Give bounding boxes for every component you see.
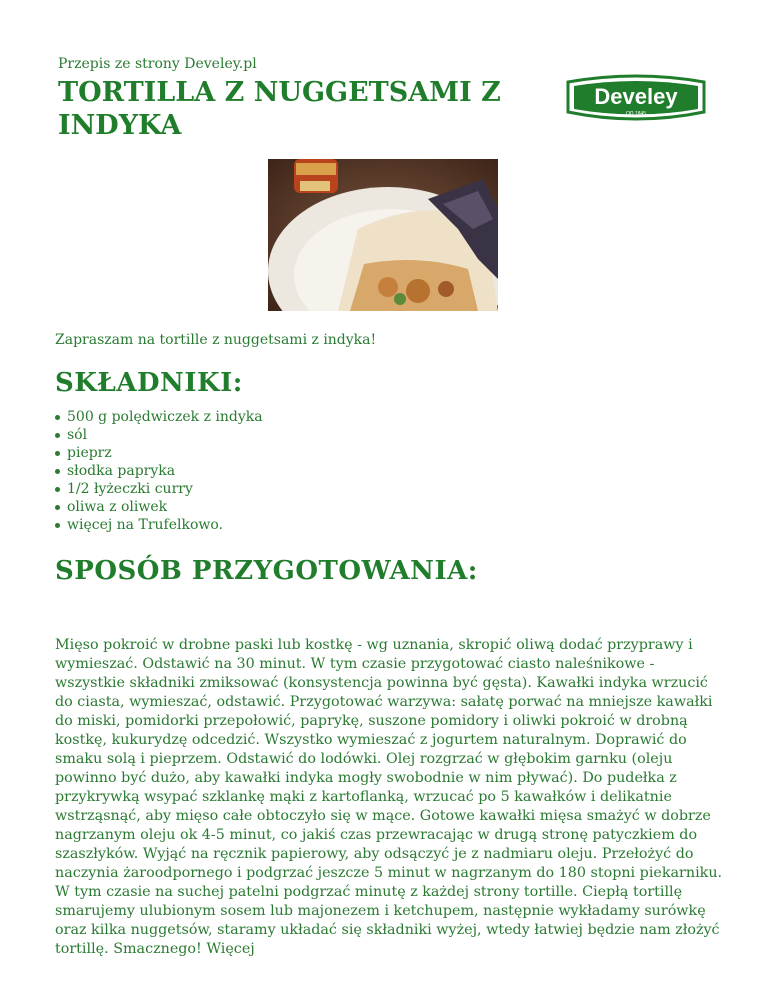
intro-text: Zapraszam na tortille z nuggetsami z indyka! [55,332,377,348]
bullet-icon [55,469,60,474]
list-item: 1/2 łyżeczki curry [55,480,263,498]
logo-since-text: OD 1845 [625,111,647,117]
logo-brand-text: Develey [594,84,678,109]
ingredients-heading: SKŁADNIKI: [55,368,243,398]
list-item: 500 g polędwiczek z indyka [55,408,263,426]
ingredients-list [55,408,263,534]
preparation-heading: SPOSÓB PRZYGOTOWANIA: [55,556,478,586]
recipe-title: TORTILLA Z NUGGETSAMI Z INDYKA [58,77,501,141]
bullet-icon [55,523,60,528]
bullet-icon [55,451,60,456]
list-item: sól [55,426,263,444]
source-text: Przepis ze strony Develey.pl [58,56,257,72]
bullet-icon [55,415,60,420]
list-item: pieprz [55,444,263,462]
bullet-icon [55,433,60,438]
list-item: słodka papryka [55,462,263,480]
develey-logo [562,68,710,128]
list-item: oliwa z oliwek [55,498,263,516]
bullet-icon [55,505,60,510]
list-item: więcej na Trufelkowo. [55,516,263,534]
bullet-icon [55,487,60,492]
recipe-photo [268,159,498,311]
preparation-text: Mięso pokroić w drobne paski lub kostkę - wg uznania, skropić oliwą dodać przyprawy i wymieszać. Odstawić na 30 minut. W tym czasie przygotować ciasto naleśnikowe - wszystkie składniki zmiksować (konsystencja powinna być gęsta). Kawałki indyka wrzucić do ciasta, wymieszać, odstawić. Przygotować warzywa: sałatę porwać na mniejsze kawałki do miski, pomidorki przepołowić, paprykę, suszone pomidory i oliwki pokroić w drobną kostkę, kukurydzę odcedzić. Wszystko wymieszać z jogurtem naturalnym. Doprawić do smaku solą i pieprzem. Odstawić do lodówki. Olej rozgrzać w głębokim garnku (oleju powinno być dużo, aby kawałki indyka mogły swobodnie w nim pływać). Do pudełka z przykrywką wsypać szklankę mąki z kartoflanką, wrzucać po 5 kawałków i delikatnie wstrząsnąć, aby mięso całe obtoczyło się w mące. Gotowe kawałki mięsa smażyć w dobrze nagrzanym oleju ok 4-5 minut, co jakiś czas przewracając w drugą stronę patyczkiem do szaszłyków. Wyjąć na ręcznik papierowy, aby odsączyć je z nadmiaru oleju. Przełożyć do naczynia żaroodpornego i podgrzać jeszcze 5 minut w nagrzanym do 180 stopni piekarniku. W tym czasie na suchej patelni podgrzać minutę z każdej strony tortille. Ciepłą tortillę smarujemy ulubionym sosem lub majonezem i ketchupem, następnie wykładamy surówkę oraz kilka nuggetsów, staramy układać się składniki wyżej, wtedy łatwiej będzie nam złożyć tortillę. Smacznego! Więcej [55,637,723,957]
